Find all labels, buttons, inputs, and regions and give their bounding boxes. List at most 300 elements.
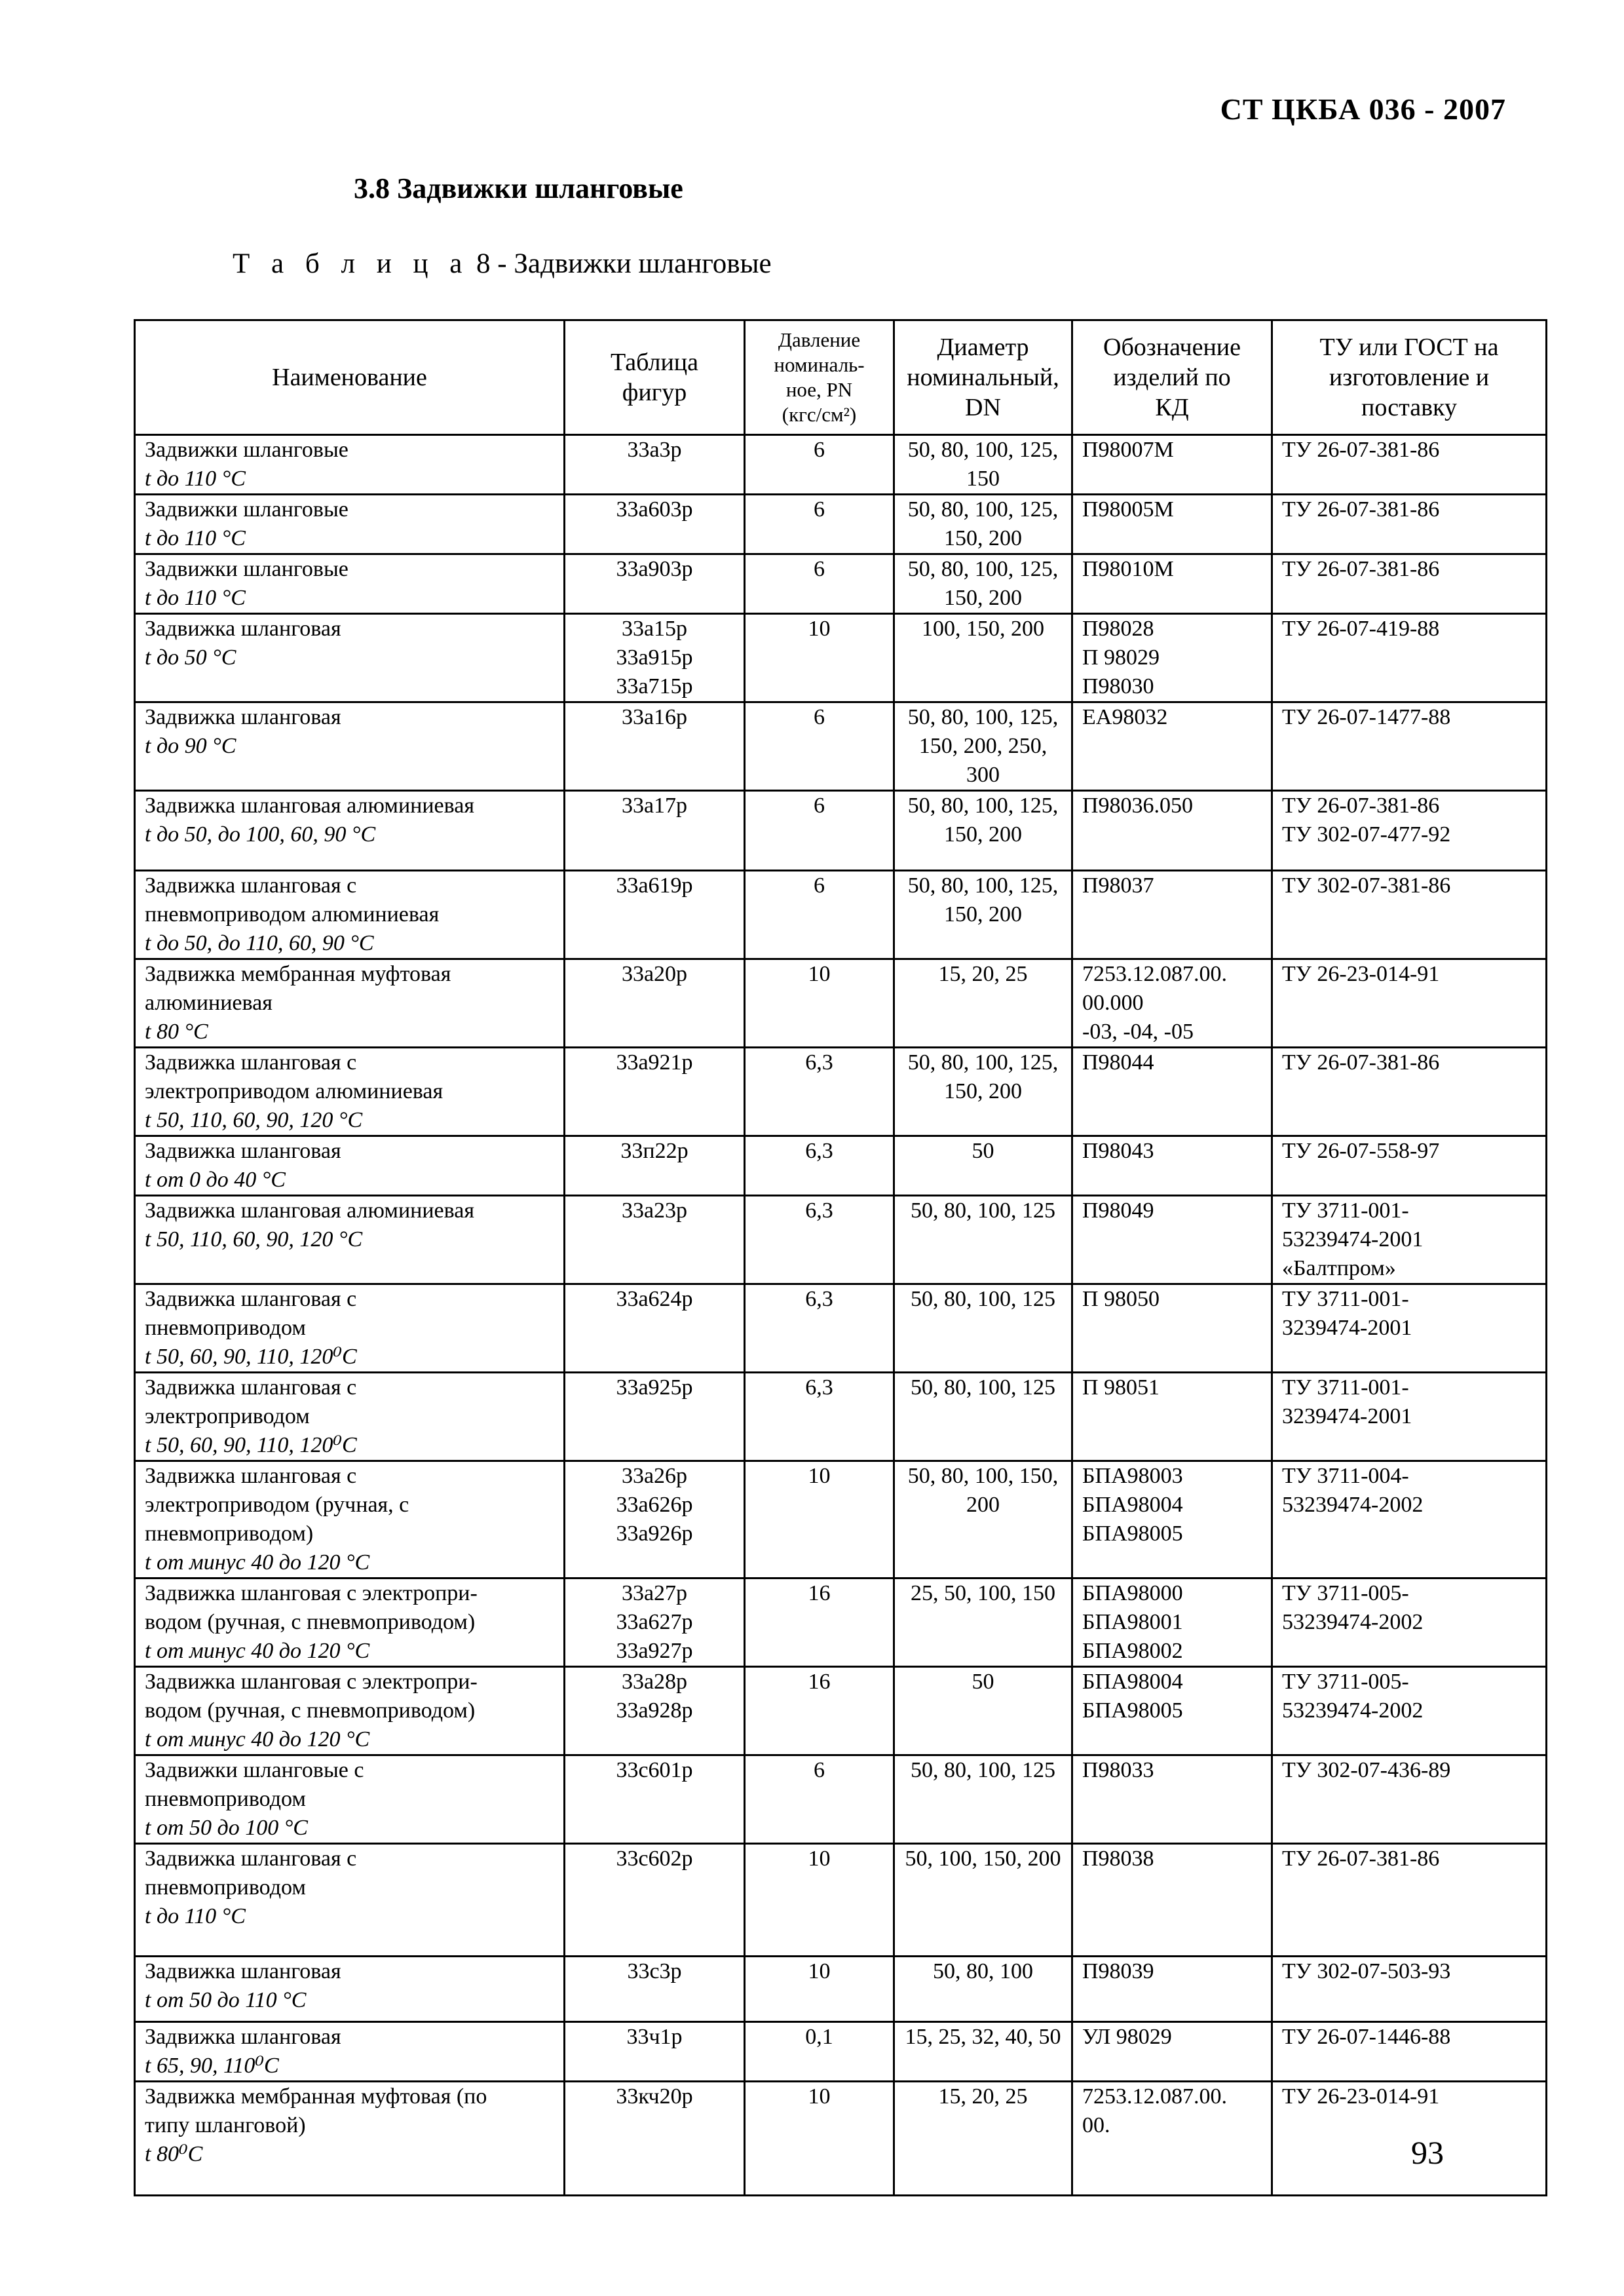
tu-line: ТУ 3711-001- <box>1282 1375 1409 1400</box>
cell-name <box>135 614 565 702</box>
temperature-line: t 50, 110, 60, 90, 120 °С <box>145 1227 363 1252</box>
fig-line: 33а626р <box>616 1493 693 1517</box>
table-row <box>135 495 1547 554</box>
cell-standard <box>1272 435 1547 495</box>
table-row <box>135 871 1547 959</box>
name-line: Задвижки шланговые с <box>145 1758 364 1782</box>
cell-standard <box>1272 1755 1547 1844</box>
cell-designation <box>1072 495 1272 554</box>
dn-line: 50 <box>972 1670 994 1694</box>
table-caption <box>233 248 772 280</box>
kd-line: П 98029 <box>1082 645 1160 670</box>
cell-name <box>135 1844 565 1957</box>
cell-figure <box>565 554 745 614</box>
name-line: водом (ручная, с пневмоприводом) <box>145 1610 476 1634</box>
cell-pressure <box>745 871 894 959</box>
pn-value: 6 <box>814 497 825 522</box>
cell-designation <box>1072 554 1272 614</box>
fig-line: 33а26р <box>621 1464 688 1488</box>
temperature-line: t 50, 60, 90, 110, 120⁰С <box>145 1433 357 1457</box>
cell-figure <box>565 1844 745 1957</box>
cell-designation <box>1072 871 1272 959</box>
tu-line: ТУ 26-07-1446-88 <box>1282 2025 1451 2049</box>
table-header-row <box>135 320 1547 435</box>
temperature-line: t до 110 °С <box>145 526 246 550</box>
name-line: Задвижка шланговая <box>145 1139 341 1163</box>
pn-value: 6 <box>814 873 825 898</box>
tu-line: ТУ 26-07-381-86 <box>1282 497 1440 522</box>
name-line: Задвижка мембранная муфтовая (по <box>145 2084 487 2109</box>
name-line: алюминиевая <box>145 991 273 1015</box>
pn-value: 6 <box>814 794 825 818</box>
cell-designation <box>1072 1196 1272 1284</box>
cell-figure <box>565 1373 745 1461</box>
fig-line: 33а23р <box>621 1198 688 1223</box>
kd-line: 00. <box>1082 2113 1110 2137</box>
kd-line: БПА98005 <box>1082 1521 1183 1546</box>
name-line: Задвижка шланговая с электропри- <box>145 1581 478 1605</box>
cell-name <box>135 435 565 495</box>
pn-value: 6,3 <box>805 1198 833 1223</box>
name-line: водом (ручная, с пневмоприводом) <box>145 1698 476 1723</box>
cell-name <box>135 554 565 614</box>
cell-figure <box>565 959 745 1048</box>
cell-designation <box>1072 435 1272 495</box>
tu-line: ТУ 3711-001- <box>1282 1198 1409 1223</box>
cell-diameter <box>894 702 1072 791</box>
col-header-designation: Обозначение изделий по КД <box>1072 320 1272 435</box>
table-row <box>135 959 1547 1048</box>
pn-value: 6 <box>814 1758 825 1782</box>
fig-line: 33а927р <box>616 1639 693 1663</box>
fig-line: 33кч20р <box>616 2084 693 2109</box>
kd-line: УЛ 98029 <box>1082 2025 1172 2049</box>
cell-pressure <box>745 1667 894 1755</box>
tu-line: ТУ 26-07-381-86 <box>1282 438 1440 462</box>
name-line: пневмоприводом <box>145 1787 306 1811</box>
cell-designation <box>1072 614 1272 702</box>
cell-pressure <box>745 554 894 614</box>
fig-line: 33а928р <box>616 1698 693 1723</box>
cell-pressure <box>745 702 894 791</box>
fig-line: 33а915р <box>616 645 693 670</box>
cell-pressure <box>745 495 894 554</box>
cell-name <box>135 1667 565 1755</box>
tu-line: ТУ 302-07-477-92 <box>1282 822 1451 847</box>
cell-diameter <box>894 1373 1072 1461</box>
cell-figure <box>565 1048 745 1136</box>
cell-diameter <box>894 1284 1072 1373</box>
dn-line: 150, 200 <box>944 1079 1022 1103</box>
temperature-line: t до 110 °С <box>145 1904 246 1928</box>
kd-line: БПА98003 <box>1082 1464 1183 1488</box>
cell-designation <box>1072 1578 1272 1667</box>
kd-line: БПА98001 <box>1082 1610 1183 1634</box>
temperature-line: t 50, 60, 90, 110, 120⁰С <box>145 1345 357 1369</box>
cell-standard <box>1272 959 1547 1048</box>
table-row <box>135 2082 1547 2196</box>
tu-line: ТУ 302-07-381-86 <box>1282 873 1451 898</box>
pn-value: 10 <box>808 617 831 641</box>
dn-line: 50, 80, 100, 125, <box>907 794 1059 818</box>
dn-line: 15, 20, 25 <box>938 2084 1028 2109</box>
fig-line: 33а619р <box>616 873 693 898</box>
kd-line: П98043 <box>1082 1139 1154 1163</box>
cell-standard <box>1272 495 1547 554</box>
cell-diameter <box>894 1196 1072 1284</box>
temperature-line: t от 50 до 110 °С <box>145 1988 307 2012</box>
name-line: Задвижка шланговая с <box>145 1050 357 1075</box>
kd-line: П98036.050 <box>1082 794 1194 818</box>
pn-value: 10 <box>808 2084 831 2109</box>
cell-designation <box>1072 1373 1272 1461</box>
fig-line: 33а925р <box>616 1375 693 1400</box>
cell-diameter <box>894 791 1072 871</box>
cell-diameter <box>894 1136 1072 1196</box>
tu-line: ТУ 26-07-381-86 <box>1282 1846 1440 1871</box>
pn-value: 10 <box>808 1464 831 1488</box>
cell-designation <box>1072 791 1272 871</box>
cell-name <box>135 1755 565 1844</box>
tu-line: «Балтпром» <box>1282 1256 1396 1280</box>
cell-designation <box>1072 1957 1272 2022</box>
cell-figure <box>565 1461 745 1578</box>
cell-name <box>135 959 565 1048</box>
tu-line: ТУ 3711-004- <box>1282 1464 1409 1488</box>
col-header-figure-table: Таблица фигур <box>565 320 745 435</box>
kd-line: ЕА98032 <box>1082 705 1168 729</box>
cell-designation <box>1072 1048 1272 1136</box>
name-line: Задвижка шланговая с <box>145 1375 357 1400</box>
pn-value: 6,3 <box>805 1375 833 1400</box>
dn-line: 50, 80, 100, 150, <box>907 1464 1059 1488</box>
name-line: Задвижка мембранная муфтовая <box>145 962 451 986</box>
kd-line: БПА98005 <box>1082 1698 1183 1723</box>
kd-line: 00.000 <box>1082 991 1144 1015</box>
cell-figure <box>565 1755 745 1844</box>
dn-line: 50, 80, 100, 125 <box>911 1375 1055 1400</box>
cell-pressure <box>745 1844 894 1957</box>
fig-line: 33а627р <box>616 1610 693 1634</box>
dn-line: 15, 20, 25 <box>938 962 1028 986</box>
kd-line: П98033 <box>1082 1758 1154 1782</box>
name-line: пневмоприводом <box>145 1875 306 1900</box>
cell-diameter <box>894 2022 1072 2082</box>
cell-pressure <box>745 959 894 1048</box>
kd-line: П98005М <box>1082 497 1174 522</box>
cell-pressure <box>745 2022 894 2082</box>
cell-standard <box>1272 614 1547 702</box>
cell-pressure <box>745 1048 894 1136</box>
cell-standard <box>1272 554 1547 614</box>
cell-standard <box>1272 871 1547 959</box>
tu-line: ТУ 3711-001- <box>1282 1287 1409 1311</box>
temperature-line: t 65, 90, 110⁰С <box>145 2054 279 2078</box>
cell-pressure <box>745 1755 894 1844</box>
pn-value: 10 <box>808 1959 831 1983</box>
cell-figure <box>565 1578 745 1667</box>
pn-value: 6,3 <box>805 1050 833 1075</box>
col-header-name: Наименование <box>135 320 565 435</box>
cell-standard <box>1272 1284 1547 1373</box>
dn-line: 50, 80, 100, 125, <box>907 705 1059 729</box>
name-line: типу шланговой) <box>145 2113 306 2137</box>
fig-line: 33а27р <box>621 1581 688 1605</box>
dn-line: 200 <box>966 1493 1000 1517</box>
cell-designation <box>1072 702 1272 791</box>
cell-pressure <box>745 791 894 871</box>
dn-line: 15, 25, 32, 40, 50 <box>905 2025 1061 2049</box>
fig-line: 33а3р <box>627 438 682 462</box>
table-row <box>135 1136 1547 1196</box>
name-line: Задвижка шланговая с <box>145 1846 357 1871</box>
tu-line: ТУ 26-07-419-88 <box>1282 617 1440 641</box>
cell-name <box>135 2022 565 2082</box>
table-row <box>135 435 1547 495</box>
cell-standard <box>1272 1136 1547 1196</box>
cell-pressure <box>745 2082 894 2196</box>
cell-pressure <box>745 1461 894 1578</box>
kd-line: БПА98002 <box>1082 1639 1183 1663</box>
kd-line: БПА98004 <box>1082 1493 1183 1517</box>
cell-figure <box>565 702 745 791</box>
name-line: электроприводом алюминиевая <box>145 1079 444 1103</box>
name-line: Задвижка шланговая с <box>145 873 357 898</box>
temperature-line: t до 90 °С <box>145 734 236 758</box>
cell-diameter <box>894 1844 1072 1957</box>
cell-standard <box>1272 1373 1547 1461</box>
dn-line: 150, 200 <box>944 822 1022 847</box>
cell-standard <box>1272 702 1547 791</box>
kd-line: П98037 <box>1082 873 1154 898</box>
tu-line: ТУ 26-07-381-86 <box>1282 794 1440 818</box>
temperature-line: t от 50 до 100 °С <box>145 1816 308 1840</box>
cell-designation <box>1072 1844 1272 1957</box>
kd-line: П98007М <box>1082 438 1174 462</box>
temperature-line: t до 50, до 100, 60, 90 °С <box>145 822 376 847</box>
cell-figure <box>565 614 745 702</box>
fig-line: 33с601р <box>616 1758 693 1782</box>
name-line: Задвижка шланговая <box>145 2025 341 2049</box>
fig-line: 33а903р <box>616 557 693 581</box>
table-row <box>135 1844 1547 1957</box>
dn-line: 50, 80, 100 <box>933 1959 1033 1983</box>
temperature-line: t до 110 °С <box>145 467 246 491</box>
tu-line: ТУ 3711-005- <box>1282 1581 1409 1605</box>
table-caption-text: 8 - Задвижки шланговые <box>476 248 772 279</box>
cell-name <box>135 1461 565 1578</box>
dn-line: 50, 80, 100, 125, <box>907 497 1059 522</box>
name-line: Задвижка шланговая с <box>145 1287 357 1311</box>
name-line: пневмоприводом алюминиевая <box>145 902 440 927</box>
cell-pressure <box>745 1196 894 1284</box>
tu-line: ТУ 26-07-1477-88 <box>1282 705 1451 729</box>
pn-value: 0,1 <box>805 2025 833 2049</box>
table-row <box>135 1667 1547 1755</box>
temperature-line: t от минус 40 до 120 °С <box>145 1550 370 1575</box>
kd-line: П98039 <box>1082 1959 1154 1983</box>
cell-designation <box>1072 1461 1272 1578</box>
cell-standard <box>1272 1048 1547 1136</box>
cell-figure <box>565 1957 745 2022</box>
fig-line: 33а715р <box>616 674 693 698</box>
cell-name <box>135 1578 565 1667</box>
kd-line: -03, -04, -05 <box>1082 1020 1194 1044</box>
cell-designation <box>1072 959 1272 1048</box>
table-row <box>135 1284 1547 1373</box>
pn-value: 6 <box>814 705 825 729</box>
cell-standard <box>1272 1196 1547 1284</box>
temperature-line: t 50, 110, 60, 90, 120 °С <box>145 1108 363 1132</box>
tu-line: ТУ 302-07-436-89 <box>1282 1758 1451 1782</box>
tu-line: 3239474-2001 <box>1282 1404 1412 1428</box>
pn-value: 6,3 <box>805 1139 833 1163</box>
dn-line: 150, 200 <box>944 586 1022 610</box>
cell-designation <box>1072 2082 1272 2196</box>
cell-name <box>135 1136 565 1196</box>
cell-figure <box>565 495 745 554</box>
dn-line: 50, 80, 100, 125, <box>907 438 1059 462</box>
fig-line: 33с3р <box>627 1959 682 1983</box>
cell-diameter <box>894 1048 1072 1136</box>
cell-name <box>135 1373 565 1461</box>
dn-line: 50, 100, 150, 200 <box>905 1846 1061 1871</box>
name-line: Задвижки шланговые <box>145 557 349 581</box>
cell-diameter <box>894 871 1072 959</box>
fig-line: 33а926р <box>616 1521 693 1546</box>
fig-line: 33п22р <box>620 1139 689 1163</box>
cell-figure <box>565 1284 745 1373</box>
kd-line: 7253.12.087.00. <box>1082 962 1227 986</box>
kd-line: П98049 <box>1082 1198 1154 1223</box>
cell-pressure <box>745 1284 894 1373</box>
tu-line: ТУ 26-23-014-91 <box>1282 2084 1440 2109</box>
fig-line: 33ч1р <box>626 2025 683 2049</box>
cell-figure <box>565 871 745 959</box>
fig-line: 33а17р <box>621 794 688 818</box>
kd-line: П98038 <box>1082 1846 1154 1871</box>
cell-diameter <box>894 1755 1072 1844</box>
pn-value: 16 <box>808 1581 831 1605</box>
tu-line: ТУ 3711-005- <box>1282 1670 1409 1694</box>
temperature-line: t от 0 до 40 °С <box>145 1168 286 1192</box>
tu-line: 53239474-2001 <box>1282 1227 1424 1252</box>
tu-line: ТУ 26-23-014-91 <box>1282 962 1440 986</box>
cell-name <box>135 1284 565 1373</box>
cell-diameter <box>894 1461 1072 1578</box>
cell-designation <box>1072 1755 1272 1844</box>
cell-standard <box>1272 791 1547 871</box>
cell-name <box>135 1196 565 1284</box>
kd-line: П98030 <box>1082 674 1154 698</box>
cell-pressure <box>745 1373 894 1461</box>
pn-value: 16 <box>808 1670 831 1694</box>
fig-line: 33а15р <box>621 617 688 641</box>
cell-pressure <box>745 614 894 702</box>
table-row <box>135 1461 1547 1578</box>
cell-designation <box>1072 1136 1272 1196</box>
cell-diameter <box>894 1578 1072 1667</box>
cell-standard <box>1272 2022 1547 2082</box>
tu-line: ТУ 26-07-558-97 <box>1282 1139 1440 1163</box>
col-header-standard: ТУ или ГОСТ на изготовление и поставку <box>1272 320 1547 435</box>
cell-designation <box>1072 1284 1272 1373</box>
kd-line: П 98050 <box>1082 1287 1160 1311</box>
cell-standard <box>1272 1957 1547 2022</box>
table-row <box>135 702 1547 791</box>
pn-value: 6 <box>814 557 825 581</box>
table-row <box>135 2022 1547 2082</box>
name-line: Задвижки шланговые <box>145 497 349 522</box>
dn-line: 150, 200 <box>944 902 1022 927</box>
cell-pressure <box>745 1136 894 1196</box>
pn-value: 10 <box>808 1846 831 1871</box>
col-header-diameter: Диаметр номинальный, DN <box>894 320 1072 435</box>
fig-line: 33а921р <box>616 1050 693 1075</box>
pn-value: 6 <box>814 438 825 462</box>
pn-value: 10 <box>808 962 831 986</box>
cell-standard <box>1272 2082 1547 2196</box>
name-line: Задвижка шланговая <box>145 617 341 641</box>
cell-figure <box>565 2082 745 2196</box>
page-number: 93 <box>1411 2134 1444 2171</box>
temperature-line: t до 50 °С <box>145 645 236 670</box>
tu-line: 53239474-2002 <box>1282 1610 1424 1634</box>
cell-designation <box>1072 1667 1272 1755</box>
tu-line: 53239474-2002 <box>1282 1698 1424 1723</box>
cell-pressure <box>745 1957 894 2022</box>
kd-line: П 98051 <box>1082 1375 1160 1400</box>
name-line: Задвижка шланговая с электропри- <box>145 1670 478 1694</box>
dn-line: 50, 80, 100, 125 <box>911 1287 1055 1311</box>
dn-line: 150 <box>966 467 1000 491</box>
cell-diameter <box>894 959 1072 1048</box>
fig-line: 33а603р <box>616 497 693 522</box>
table-row <box>135 1196 1547 1284</box>
name-line: Задвижка шланговая с <box>145 1464 357 1488</box>
dn-line: 50, 80, 100, 125 <box>911 1198 1055 1223</box>
cell-figure <box>565 1136 745 1196</box>
cell-figure <box>565 435 745 495</box>
dn-line: 150, 200 <box>944 526 1022 550</box>
cell-standard <box>1272 1844 1547 1957</box>
table-row <box>135 554 1547 614</box>
cell-diameter <box>894 2082 1072 2196</box>
cell-diameter <box>894 614 1072 702</box>
tu-line: ТУ 26-07-381-86 <box>1282 1050 1440 1075</box>
temperature-line: t 80 °С <box>145 1020 208 1044</box>
cell-name <box>135 871 565 959</box>
name-line: пневмоприводом) <box>145 1521 314 1546</box>
table-row <box>135 791 1547 871</box>
cell-name <box>135 1048 565 1136</box>
kd-line: БПА98004 <box>1082 1670 1183 1694</box>
pn-value: 6,3 <box>805 1287 833 1311</box>
fig-line: 33с602р <box>616 1846 693 1871</box>
tu-line: 53239474-2002 <box>1282 1493 1424 1517</box>
temperature-line: t до 110 °С <box>145 586 246 610</box>
cell-diameter <box>894 554 1072 614</box>
table-row <box>135 1957 1547 2022</box>
name-line: Задвижки шланговые <box>145 438 349 462</box>
name-line: пневмоприводом <box>145 1316 306 1340</box>
fig-line: 33а624р <box>616 1287 693 1311</box>
table-body <box>135 435 1547 2196</box>
table-caption-prefix: Т а б л и ц а <box>233 248 470 279</box>
table-row <box>135 1373 1547 1461</box>
cell-name <box>135 495 565 554</box>
cell-name <box>135 1957 565 2022</box>
